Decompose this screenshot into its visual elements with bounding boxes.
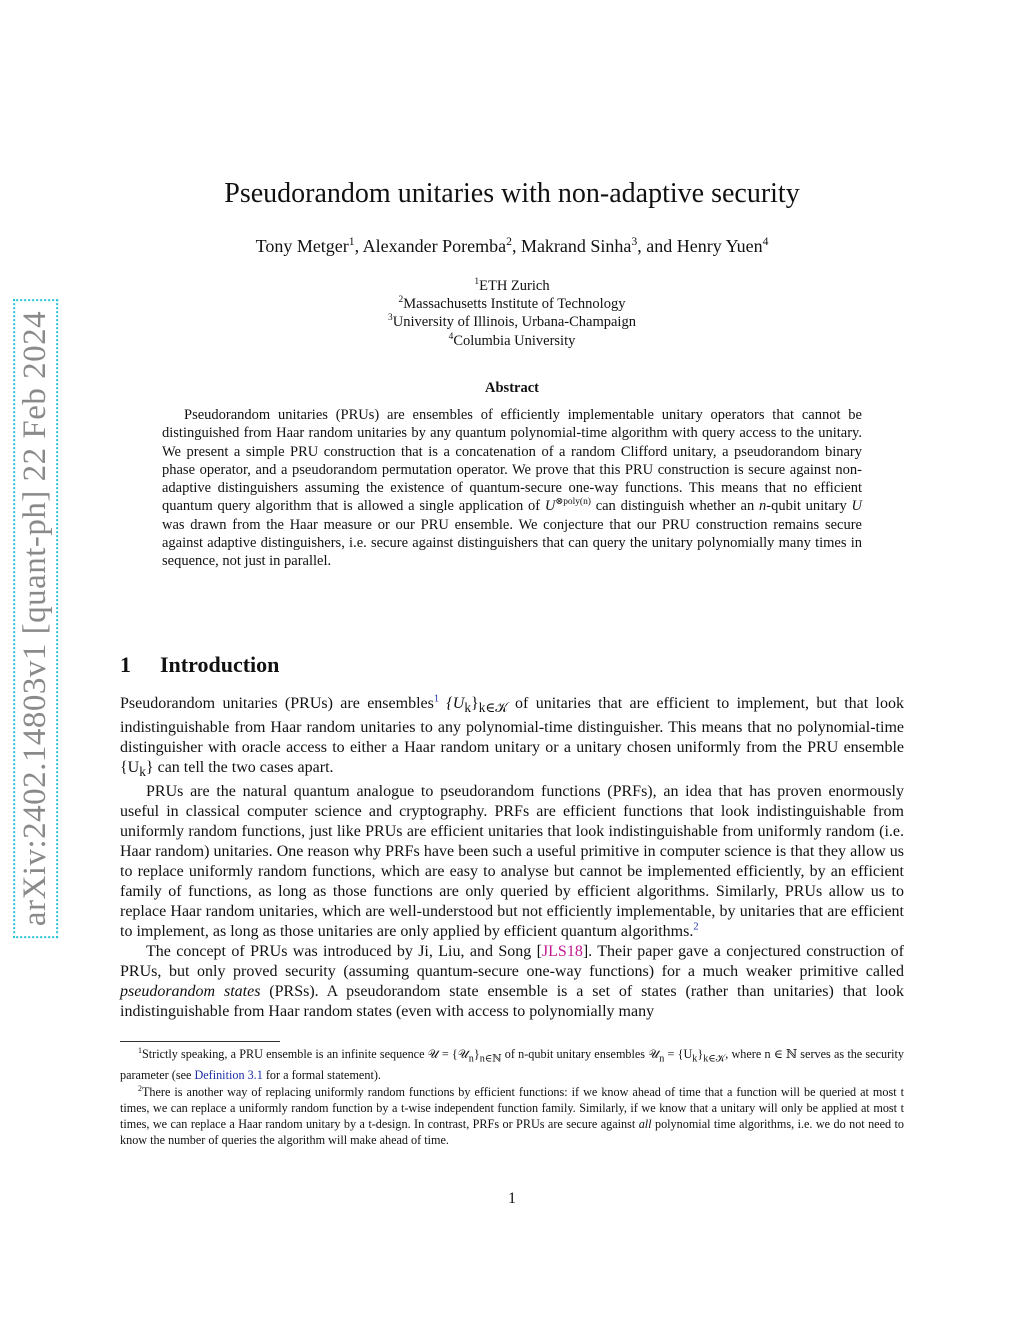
footnote-1-mark: 1 xyxy=(138,1045,142,1055)
intro-p1-brace: } xyxy=(471,695,479,712)
footnotes xyxy=(120,1046,904,1149)
abstract-text-4: was drawn from the Haar measure or our PRU ensemble. We conjecture that our PRU construction remains secure against adaptive distinguishers, i.e. secure against distinguishers that can query the unitary polynomially many times in sequence, not just in parallel. xyxy=(162,516,862,570)
footnote-1-brace-a: } xyxy=(473,1047,480,1061)
author-1-affil: 1 xyxy=(348,235,355,248)
abstract-math-tensor: ⊗poly(n) xyxy=(555,497,591,508)
footnote-1-sub-e: k∈𝒦 xyxy=(703,1053,726,1065)
footnote-1-brace-b: } xyxy=(697,1047,704,1061)
affiliation-4-sup: 4 xyxy=(448,332,454,343)
affiliation-3 xyxy=(0,313,1024,332)
intro-p1-index: k∈𝒦 xyxy=(478,700,508,716)
author-2: , Alexander Poremba xyxy=(354,236,507,256)
footnote-2-text-b: polynomial time algorithms, i.e. we do not need to know the number of queries the algorithm will make ahead of time. xyxy=(120,1117,904,1148)
footnote-1-text-c: = {U xyxy=(664,1047,693,1061)
affiliation-3-name: University of Illinois, Urbana-Champaign xyxy=(392,314,636,330)
intro-paragraph-2 xyxy=(120,782,904,942)
footnote-1-text-e: for a formal statement). xyxy=(262,1068,381,1083)
page-number: 1 xyxy=(508,1190,516,1207)
affiliation-1 xyxy=(0,277,1024,296)
intro-body xyxy=(120,694,904,1022)
affiliation-1-name: ETH Zurich xyxy=(479,278,550,294)
author-list xyxy=(0,236,1024,257)
abstract-math-n: n xyxy=(758,498,767,515)
intro-p1-sub: k xyxy=(464,700,472,716)
intro-p1-text-b: of unitaries that are efficient to implement, but that look indistinguishable from Haar random unitaries to any polynomial-time distinguisher. This means that no polynomial-time distinguisher with oracle access to either a Haar random unitary or a unitary chosen uniformly from the PRU ensemble {U xyxy=(120,695,905,777)
intro-p1-math: {U xyxy=(439,695,465,712)
affiliation-2-sup: 2 xyxy=(398,295,404,306)
abstract-text-3: -qubit unitary xyxy=(766,498,852,515)
intro-p3-text-a: The concept of PRUs was introduced by Ji, Liu, and Song [ xyxy=(146,943,542,961)
abstract-text-1: Pseudorandom unitaries (PRUs) are ensembles of efficiently implementable unitary operators that cannot be distinguished from Haar random unitaries by any quantum polynomial-time algorithm with query access to the unitary. We present a simple PRU construction that is a concatenation of a random Clifford unitary, a pseudorandom binary phase operator, and a pseudorandom permutation operator. We prove that this PRU construction is secure against non-adaptive distinguishers assuming the existence of quantum-secure one-way functions. This means that no efficient quantum query algorithm that is allowed a single application of xyxy=(162,407,862,515)
footnote-divider xyxy=(120,1041,280,1042)
footnote-1-text-d: , where n ∈ ℕ serves as the security parameter (see xyxy=(120,1047,904,1083)
intro-p3-emph: pseudorandom states xyxy=(120,983,261,1001)
footnote-1-sub-d: k xyxy=(692,1053,698,1065)
citation-link[interactable]: JLS18 xyxy=(541,943,583,961)
abstract-heading: Abstract xyxy=(485,380,539,396)
footnote-1-sub-c: n xyxy=(659,1053,665,1065)
section-title: Introduction xyxy=(160,652,280,677)
affiliation-2 xyxy=(0,295,1024,314)
affiliation-1-sup: 1 xyxy=(474,277,480,288)
definition-link[interactable]: Definition 3.1 xyxy=(194,1068,263,1083)
footnote-1-sub-b: n∈ℕ xyxy=(479,1053,502,1065)
affiliation-3-sup: 3 xyxy=(388,313,393,324)
affiliation-2-name: Massachusetts Institute of Technology xyxy=(403,296,626,312)
footnote-2-mark: 2 xyxy=(138,1084,142,1094)
author-2-affil: 2 xyxy=(506,235,512,248)
footnote-ref-1[interactable]: 1 xyxy=(433,693,440,705)
footnote-2 xyxy=(120,1084,904,1148)
intro-p1-sub-2: k xyxy=(139,764,146,780)
abstract-math-u2: U xyxy=(851,498,862,515)
section-heading xyxy=(120,652,279,678)
section-number: 1 xyxy=(120,652,131,677)
footnote-2-text-a: There is another way of replacing uniformly random functions by efficient functions: if we know ahead of time that a function will be queried at most t times, we can replace a uniformly random function by a t-wise independent function family. Similarly, if we know that a unitary will only be applied at most t times, we can replace a Haar random unitary by a t-design. In contrast, PRFs or PRUs are secure against xyxy=(120,1085,904,1132)
footnote-1-text-a: Strictly speaking, a PRU ensemble is an infinite sequence 𝒰 = {𝒰 xyxy=(141,1047,469,1061)
intro-p3-text-c: (PRSs). A pseudorandom state ensemble is a set of states (rather than unitaries) that look indistinguishable from Haar random states (even with access to polynomially many xyxy=(120,983,905,1021)
affiliation-4 xyxy=(0,332,1024,351)
author-1: Tony Metger xyxy=(255,236,349,256)
intro-p2-text: PRUs are the natural quantum analogue to pseudorandom functions (PRFs), an idea that has proven enormously useful in classical computer science and cryptography. PRFs are efficient functions that look indistinguishable from uniformly random functions, just like PRUs are efficient unitaries that look indistinguishable from uniformly random (i.e. Haar random) unitaries. One reason why PRFs have been such a useful primitive in computer science is that they allow us to replace uniformly random functions, which are easy to analyse but cannot be implemented efficiently, by an efficient family of functions, as long as those functions are only queried by efficient algorithms. Similarly, PRUs allow us to replace Haar random unitaries, which are well-understood but not efficiently implementable, by unitaries that are efficient to implement, as long as those unitaries are only applied by efficient quantum algorithms. xyxy=(120,783,904,941)
intro-p1-text-a: Pseudorandom unitaries (PRUs) are ensembles xyxy=(120,695,434,712)
paper-title: Pseudorandom unitaries with non-adaptive security xyxy=(224,178,800,209)
footnote-1-sub-a: n xyxy=(468,1053,474,1065)
author-3-affil: 3 xyxy=(631,235,638,248)
footnote-1 xyxy=(120,1046,904,1083)
footnote-ref-2[interactable]: 2 xyxy=(693,922,699,934)
intro-paragraph-1 xyxy=(120,694,904,782)
author-4: , and Henry Yuen xyxy=(637,236,763,256)
intro-p1-text-c: } can tell the two cases apart. xyxy=(145,759,334,777)
abstract-text-2: can distinguish whether an xyxy=(590,498,759,515)
footnote-1-text-b: of n-qubit unitary ensembles 𝒰 xyxy=(501,1047,660,1061)
author-3: , Makrand Sinha xyxy=(511,236,632,256)
author-4-affil: 4 xyxy=(762,235,769,248)
intro-p3-text-b: ]. Their paper gave a conjectured construction of PRUs, but only proved security (assuming quantum-secure one-way functions) for a much weaker primitive called xyxy=(120,943,904,981)
intro-paragraph-3 xyxy=(120,942,904,1022)
abstract-math-u: U xyxy=(544,498,556,515)
abstract-body xyxy=(162,406,862,571)
arxiv-id-label: arXiv:2402.14803v1 [quant-ph] 22 Feb 2024 xyxy=(14,298,59,937)
footnote-2-emph: all xyxy=(638,1117,652,1132)
affiliation-4-name: Columbia University xyxy=(453,333,576,349)
